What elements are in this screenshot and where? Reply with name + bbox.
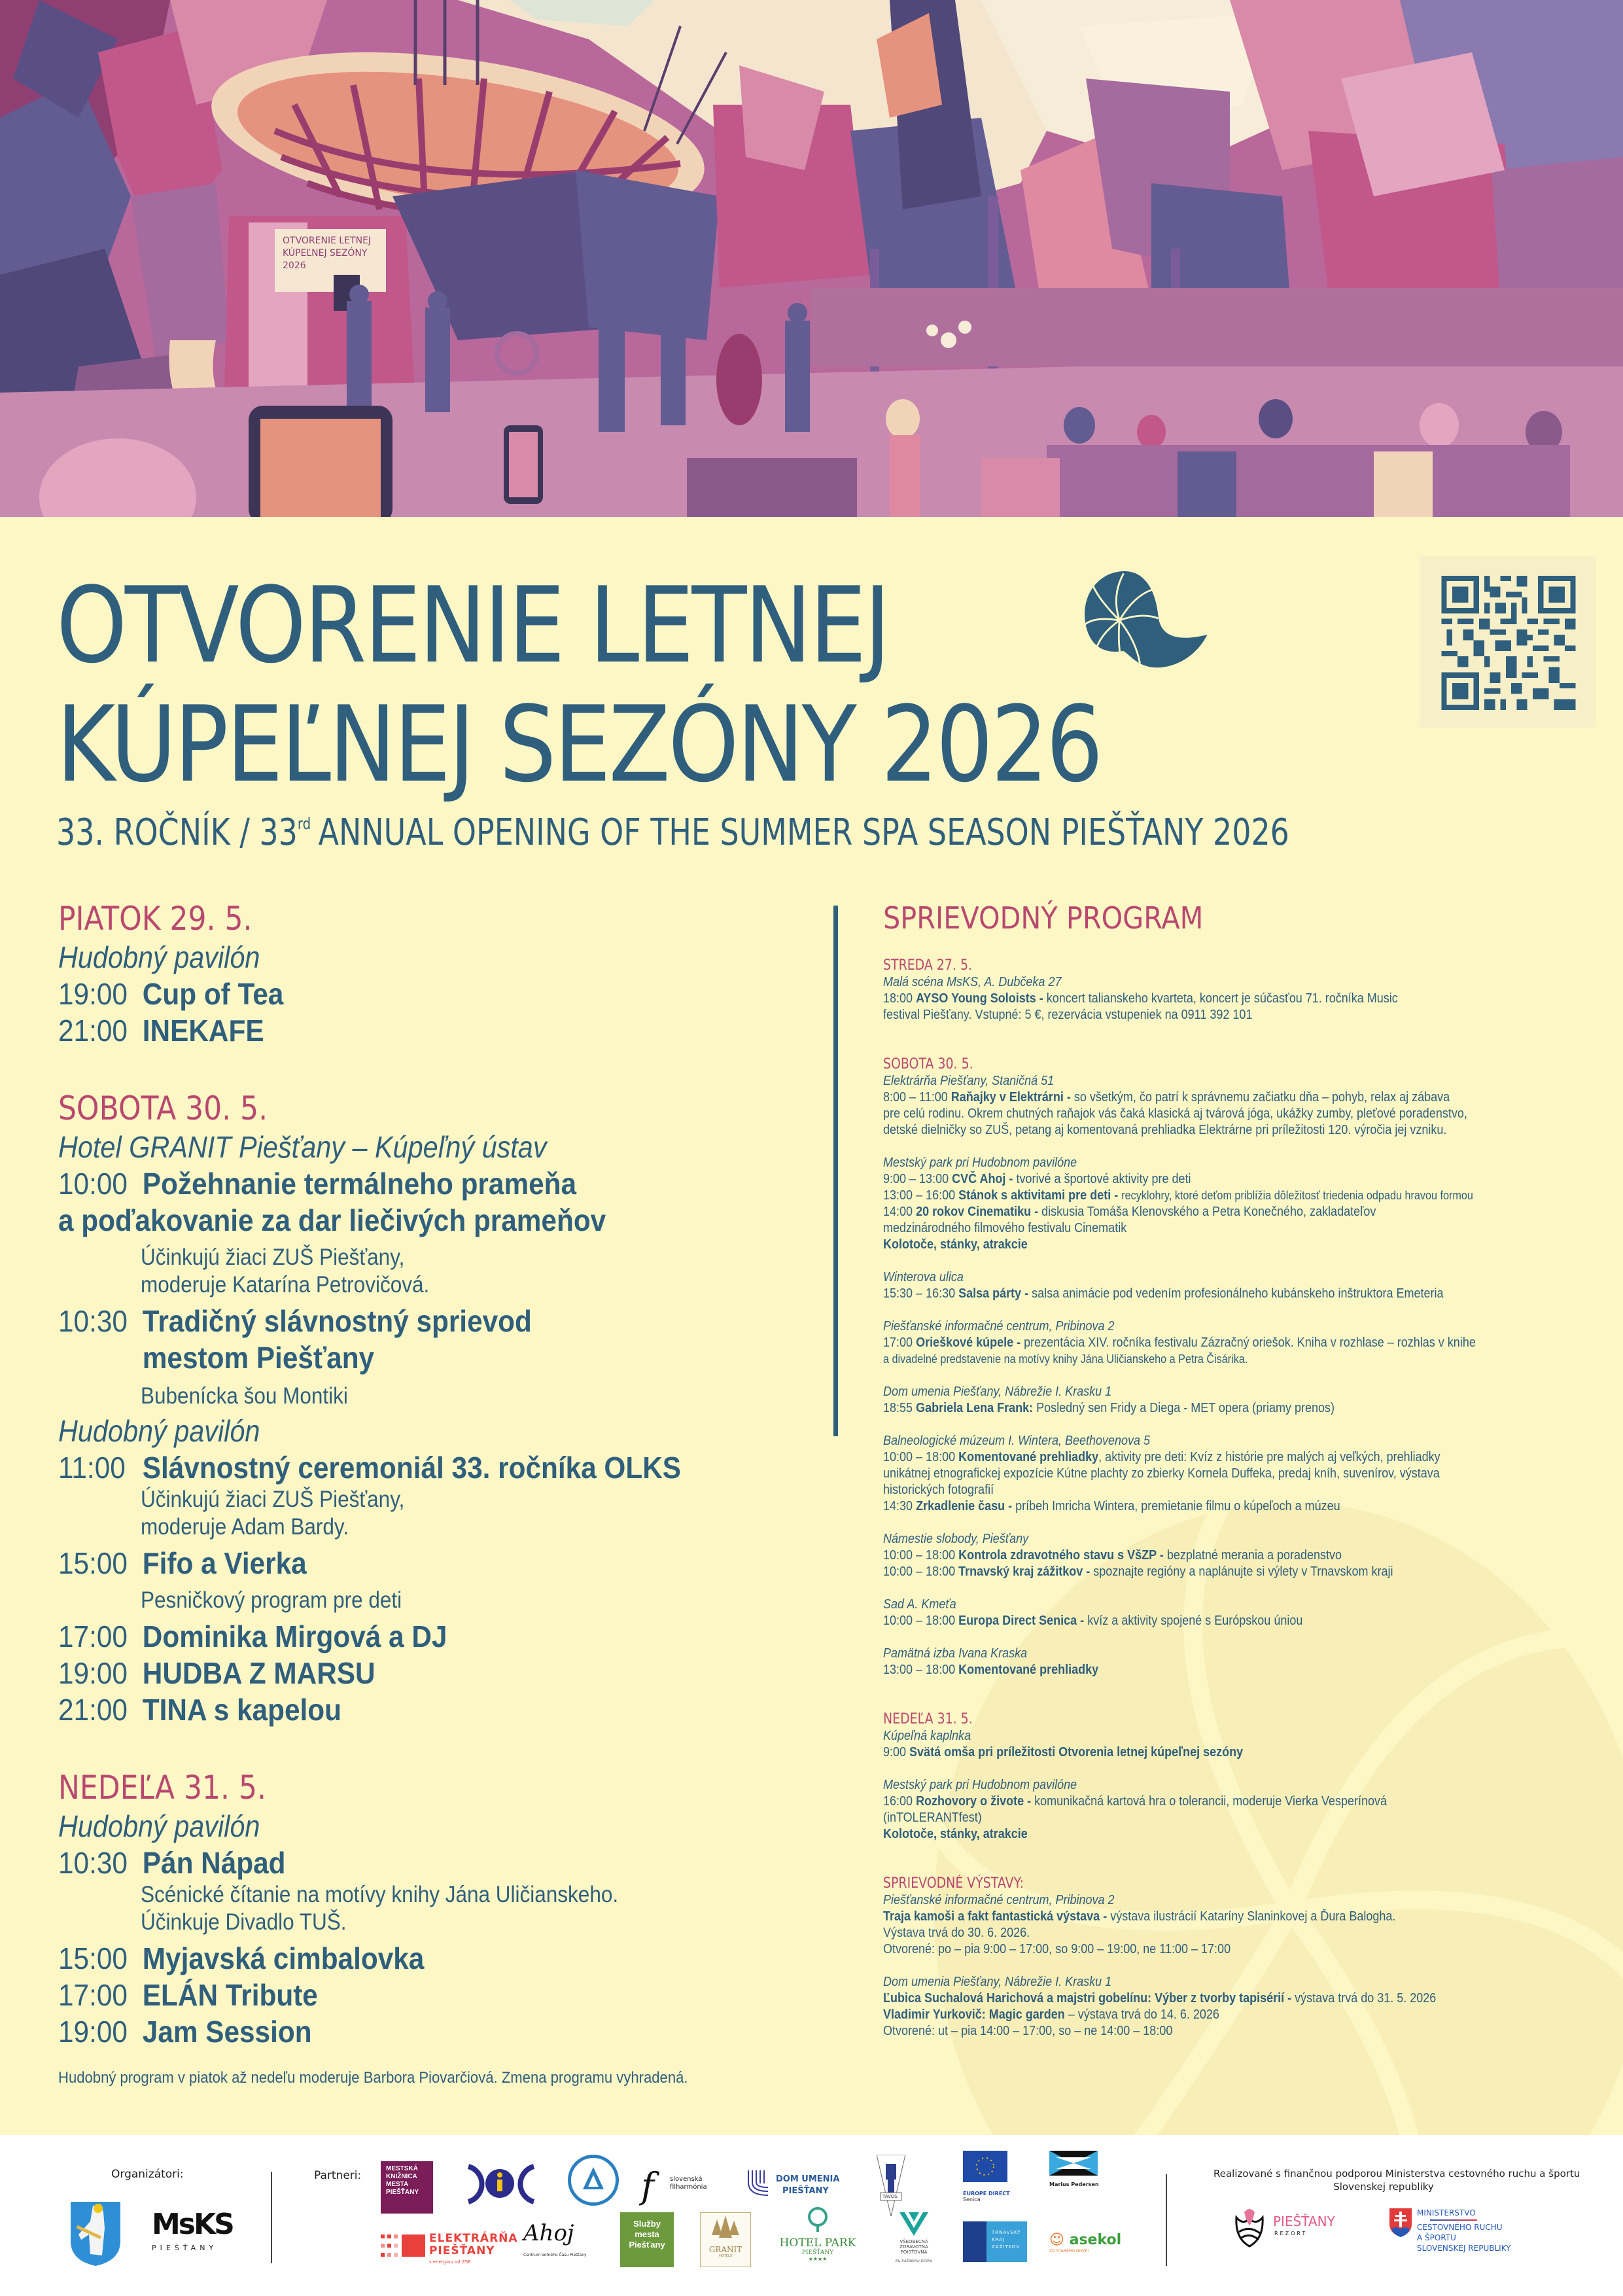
- filharmonia-logo[interactable]: [641, 2165, 713, 2207]
- event-time: 10:00: [58, 1167, 128, 1201]
- event-name-cont: mestom Piešťany: [142, 1341, 375, 1375]
- event-note: Účinkujú žiaci ZUŠ Piešťany,: [141, 1487, 405, 1512]
- logo-text: POISŤOVŇA: [900, 2250, 928, 2255]
- side-event-desc: so všetkým, čo patrí k správnemu začiatku dňa – pohyb, relax aj zábava: [1073, 1090, 1450, 1104]
- tavos-tower-icon: [877, 2155, 905, 2216]
- logo-text: REZORT: [1274, 2231, 1308, 2236]
- side-event-desc: Posledný sen Fridy a Diega - MET opera (priamy prenos): [1036, 1401, 1335, 1415]
- logo-text: PIEŠŤANY: [386, 2189, 419, 2196]
- side-event-time: 10:00 – 18:00: [883, 1614, 956, 1628]
- exhibition: [883, 1990, 1593, 2007]
- side-event-time: 9:00 – 13:00: [883, 1172, 949, 1186]
- granit-trees-icon: [709, 2216, 742, 2242]
- side-event-name: Salsa párty -: [958, 1286, 1029, 1301]
- subtitle-pre: 33. ROČNÍK / 33: [56, 811, 298, 854]
- msks-logo-text: MsKS: [152, 2208, 233, 2241]
- event-time: 11:00: [58, 1451, 126, 1485]
- logo-text: CESTOVNÉHO RUCHU: [1417, 2223, 1503, 2232]
- event-row: [58, 1977, 750, 2013]
- exhibition-name: Ľubica Suchalová Harichová a majstri gobelínu: Výber z tvorby tapisérií -: [883, 1991, 1292, 2005]
- logo-text: HOTELS: [719, 2254, 732, 2258]
- side-venue: Piešťanské informačné centrum, Pribinova 2: [883, 1893, 1115, 1907]
- event-row: [58, 1303, 750, 1339]
- side-event: [883, 1662, 1593, 1678]
- filharmonia-f-icon: f: [641, 2165, 654, 2206]
- exhibition-desc: výstava trvá do 31. 5. 2026: [1295, 1991, 1437, 2005]
- side-event-name: CVČ Ahoj -: [952, 1172, 1013, 1186]
- logo-text: ZDRAVOTNÁ: [899, 2244, 928, 2250]
- exhibition-desc: výstava ilustrácií Kataríny Slaninkovej a Ďura Balogha.: [1110, 1909, 1396, 1924]
- side-venue: Mestský park pri Hudobnom pavilóne: [883, 1156, 1077, 1170]
- piestany-rezort-logo[interactable]: [1232, 2206, 1344, 2252]
- side-event-name: Trnavský kraj zážitkov -: [958, 1564, 1091, 1579]
- venue: Hudobný pavilón: [58, 940, 260, 974]
- event-row: [58, 976, 750, 1012]
- logo-text: PIEŠŤANY: [1273, 2214, 1335, 2229]
- logo-text: PIEŠŤANY: [782, 2186, 829, 2196]
- event-time: 10:30: [58, 1304, 128, 1338]
- logo-text: SLOVENSKEJ REPUBLIKY: [1417, 2244, 1511, 2253]
- side-venue: Piešťanské informačné centrum, Pribinova 2: [883, 1319, 1115, 1333]
- side-event-cont: medzinárodného filmového festivalu Cinematik: [883, 1221, 1127, 1235]
- side-event-time: 9:00: [883, 1745, 907, 1759]
- side-event-time: 18:55: [883, 1401, 913, 1415]
- sluzby-mesta-logo[interactable]: [620, 2212, 674, 2267]
- side-event-desc: komunikačná kartová hra o tolerancii, moderuje Vierka Vesperínová: [1034, 1794, 1387, 1809]
- hotel-park-tree-icon: [807, 2207, 829, 2233]
- side-venue: Sad A. Kmeťa: [883, 1597, 956, 1612]
- logo-text: Piešťany: [629, 2240, 665, 2250]
- side-venue: Elektrárňa Piešťany, Staničná 51: [883, 1074, 1055, 1088]
- subtitle-ordinal: rd: [297, 815, 311, 833]
- column-divider: [833, 906, 838, 1436]
- logo-text: PIEŠŤANY: [801, 2250, 834, 2256]
- side-venue: Pamätná izba Ivana Kraska: [883, 1646, 1028, 1661]
- side-day-heading: NEDEĽA 31. 5.: [883, 1711, 973, 1727]
- eu-flag-icon: [963, 2151, 1007, 2182]
- side-event: [883, 1498, 1593, 1515]
- exhibition: [883, 1909, 1593, 1925]
- asekol-logo[interactable]: [1049, 2232, 1122, 2265]
- side-event: [883, 1547, 1593, 1564]
- sign-line-3: 2026: [283, 260, 306, 271]
- footer-divider: [271, 2172, 272, 2263]
- support-text-line-2: Slovenskej republiky: [1333, 2181, 1434, 2193]
- side-event: [883, 1449, 1593, 1466]
- marius-pedersen-logo[interactable]: [1049, 2151, 1108, 2190]
- side-venue: Mestský park pri Hudobnom pavilóne: [883, 1778, 1077, 1792]
- event-name: Myjavská cimbalovka: [142, 1941, 425, 1975]
- partners-label: Partneri:: [314, 2169, 362, 2182]
- side-event: [883, 1793, 1593, 1810]
- msks-logo-sub: PIEŠŤANY: [152, 2244, 218, 2252]
- logo-text: ELEKTRÁRŇA: [429, 2232, 518, 2245]
- side-event-desc: spoznajte regióny a naplánujte si výlety v Trnavskom kraji: [1093, 1564, 1393, 1579]
- side-event-cont: detské dielničky so ZUŠ, petang aj komentovaná prehliadka Elektrárne pri príležitosti 120. výročia jej vzniku.: [883, 1123, 1447, 1137]
- vszp-v-icon: [899, 2212, 928, 2236]
- logo-text: EUROPE DIRECT: [963, 2191, 1010, 2197]
- page-title: [56, 566, 1101, 804]
- logo-text: MESTA: [386, 2181, 409, 2188]
- side-event-name: Kolotoče, stánky, atrakcie: [883, 1827, 1028, 1841]
- logo-text: mesta: [635, 2229, 659, 2239]
- trnavsky-kraj-icon: [963, 2221, 986, 2262]
- vszp-logo[interactable]: [884, 2212, 943, 2284]
- main-program: [58, 898, 811, 2088]
- side-event-desc: salsa animácie pod vedením profesionálneho kubánskeho inštruktora Emeteria: [1032, 1286, 1444, 1301]
- side-event-desc: príbeh Imricha Wintera, premietanie filmu o kúpeľoch a múzeu: [1015, 1499, 1340, 1513]
- side-event-name: Svätá omša pri príležitosti Otvorenia letnej kúpeľnej sezóny: [909, 1745, 1244, 1759]
- side-event-desc: diskusia Tomáša Klenovského a Petra Konečného, zakladateľov: [1041, 1205, 1376, 1219]
- museum-mountain-icon: [571, 2158, 616, 2202]
- side-event-desc: koncert talianskeho kvarteta, koncert je súčasťou 71. ročníka Music: [1046, 991, 1398, 1006]
- day-heading: SOBOTA 30. 5.: [58, 1089, 268, 1127]
- side-event-name: Gabriela Lena Frank:: [916, 1401, 1034, 1415]
- event-note: moderuje Katarína Petrovičová.: [141, 1272, 430, 1298]
- logo-text: Senica: [963, 2197, 981, 2202]
- hero-artwork: [0, 0, 1623, 517]
- day-heading: PIATOK 29. 5.: [58, 900, 253, 938]
- exhibition-name: Vladimir Yurkovič: Magic garden: [883, 2007, 1065, 2022]
- side-event-time: 10:00 – 18:00: [883, 1564, 956, 1579]
- shell-icon: [1073, 567, 1223, 669]
- side-venue: Winterova ulica: [883, 1270, 964, 1284]
- side-event: [883, 1744, 1593, 1761]
- side-event: [883, 1204, 1593, 1220]
- europe-direct-logo[interactable]: [963, 2151, 1013, 2216]
- exhibition: [883, 2007, 1593, 2023]
- event-name: HUDBA Z MARSU: [142, 1656, 375, 1690]
- event-time: 15:00: [58, 1546, 128, 1580]
- side-event-name: Zrkadlenie času -: [916, 1499, 1013, 1513]
- title-line-2: KÚPEĽNEJ SEZÓNY 2026: [56, 683, 1101, 805]
- side-event-cont: (inTOLERANTfest): [883, 1810, 982, 1825]
- msks-logo[interactable]: [152, 2208, 233, 2252]
- dom-umenia-icon: [746, 2169, 769, 2199]
- asekol-face-icon: ☺: [1049, 2232, 1064, 2248]
- event-row: [58, 1449, 750, 1486]
- logo-text: filharmónia: [670, 2183, 707, 2191]
- side-event: [883, 1188, 1593, 1204]
- event-name: Fifo a Vierka: [142, 1546, 307, 1580]
- side-venue: Malá scéna MsKS, A. Dubčeka 27: [883, 975, 1062, 989]
- logo-text: MINISTERSTVO: [1417, 2208, 1476, 2217]
- ministry-logo[interactable]: [1389, 2208, 1533, 2274]
- event-row: [58, 2013, 750, 2050]
- side-event: [883, 1564, 1593, 1580]
- event-name: Slávnostný ceremoniál 33. ročníka OLKS: [142, 1451, 681, 1485]
- side-day-heading: SOBOTA 30. 5.: [883, 1056, 973, 1072]
- side-event: [883, 1613, 1593, 1629]
- logo-text: TRNAVSKÝ: [992, 2230, 1021, 2235]
- logo-text: A ŠPORTU: [1417, 2233, 1456, 2242]
- side-event: [883, 1335, 1593, 1351]
- logo-text: MESTSKÁ: [386, 2165, 418, 2172]
- logo-text: Ahoj: [523, 2220, 574, 2246]
- balneologicke-muzeum-logo[interactable]: [568, 2155, 619, 2206]
- side-event-name: Stánok s aktivitami pre deti -: [958, 1188, 1119, 1203]
- logo-text: PIEŠŤANY: [429, 2244, 495, 2257]
- granit-logo[interactable]: [700, 2212, 751, 2267]
- kniznica-logo[interactable]: [381, 2161, 433, 2214]
- side-event-cont: a divadelné predstavenie na motívy knihy Jána Uličianskeho a Petra Čisárika.: [883, 1352, 1248, 1366]
- subtitle-post: ANNUAL OPENING OF THE SUMMER SPA SEASON PIEŠŤANY 2026: [318, 811, 1289, 854]
- side-event-extra: [883, 1237, 1593, 1253]
- logo-text: ZÁŽITKOV: [992, 2244, 1021, 2250]
- logo-text: KNIŽNICA: [386, 2173, 417, 2180]
- slovak-coat-of-arms-icon: [1389, 2208, 1412, 2237]
- logo-text: slovenská: [670, 2176, 703, 2183]
- tavos-logo[interactable]: [877, 2155, 905, 2216]
- hotel-park-logo[interactable]: [772, 2207, 864, 2272]
- event-note: Účinkujú žiaci ZUŠ Piešťany,: [141, 1245, 405, 1270]
- sign-line-2: KÚPEĽNEJ SEZÓNY: [283, 248, 368, 258]
- event-row: [58, 1545, 750, 1581]
- piestany-coat-of-arms-icon[interactable]: [71, 2202, 120, 2266]
- side-event-desc: bezplatné merania a poradenstvo: [1166, 1548, 1342, 1563]
- side-event-time: 17:00: [883, 1335, 913, 1350]
- event-time: 19:00: [58, 2015, 128, 2049]
- event-name: TINA s kapelou: [142, 1693, 341, 1727]
- side-event-cont: historických fotografií: [883, 1483, 994, 1497]
- side-event-time: 16:00: [883, 1794, 913, 1809]
- cvc-ahoj-logo[interactable]: [523, 2220, 587, 2272]
- subtitle: [56, 811, 1289, 854]
- side-program-title: SPRIEVODNÝ PROGRAM: [883, 900, 1204, 936]
- event-time: 10:30: [58, 1846, 128, 1880]
- side-event-name: Rozhovory o živote -: [916, 1794, 1032, 1809]
- qr-code-icon[interactable]: [1440, 576, 1577, 710]
- venue: Hudobný pavilón: [58, 1414, 260, 1448]
- side-event-desc: tvorivé a športové aktivity pre deti: [1016, 1172, 1191, 1186]
- hero-illustration: [0, 0, 1623, 517]
- side-event-cont: pre celú rodinu. Okrem chutných raňajok vás čaká klasická aj tvárová jóga, ukážky zumby, pleťové poradenstvo,: [883, 1106, 1467, 1121]
- side-venue: Kúpeľná kaplnka: [883, 1729, 971, 1743]
- footer-divider: [1166, 2174, 1167, 2266]
- logo-text: DOM UMENIA: [776, 2174, 840, 2184]
- dom-umenia-logo[interactable]: [746, 2169, 850, 2208]
- side-event-time: 18:00: [883, 991, 913, 1006]
- event-note: Bubenícka šou Montiki: [141, 1383, 348, 1409]
- side-event-desc: kvíz a aktivity spojené s Európskou úniou: [1087, 1614, 1303, 1628]
- sign-line-1: OTVORENIE LETNEJ: [283, 236, 372, 246]
- event-time: 21:00: [58, 1014, 128, 1048]
- exhibition-dates: Výstava trvá do 30. 6. 2026.: [883, 1926, 1030, 1940]
- event-time: 17:00: [58, 1978, 128, 2012]
- side-event-time: 15:30 – 16:30: [883, 1286, 956, 1301]
- side-event-name: Kontrola zdravotného stavu s VšZP -: [958, 1548, 1164, 1563]
- side-event: [883, 1171, 1593, 1188]
- event-note: Účinkuje Divadlo TUŠ.: [141, 1909, 347, 1935]
- event-name: Dominika Mirgová a DJ: [142, 1619, 447, 1653]
- title-line-1: OTVORENIE LETNEJ: [56, 564, 889, 686]
- event-name: Cup of Tea: [142, 977, 284, 1011]
- side-venue: Dom umenia Piešťany, Nábrežie I. Krasku 1: [883, 1975, 1112, 1989]
- elektraren-grid-icon: [381, 2232, 427, 2261]
- side-event: [883, 1400, 1593, 1417]
- side-event-time: 14:00: [883, 1205, 913, 1219]
- side-event-time: 13:00 – 18:00: [883, 1663, 956, 1677]
- side-venue: Dom umenia Piešťany, Nábrežie I. Krasku 1: [883, 1385, 1112, 1399]
- event-time: 21:00: [58, 1693, 128, 1727]
- event-time: 19:00: [58, 1656, 128, 1690]
- event-name: Pán Nápad: [142, 1846, 286, 1880]
- event-time: 19:00: [58, 977, 128, 1011]
- side-event-name: Kolotoče, stánky, atrakcie: [883, 1237, 1028, 1252]
- side-event-name: Komentované prehliadky: [958, 1663, 1099, 1677]
- pic-logo[interactable]: [466, 2161, 538, 2210]
- tulip-icon: [1232, 2206, 1266, 2248]
- exhibition-hours: Otvorené: po – pia 9:00 – 17:00, so 9:00 – 19:00, ne 11:00 – 17:00: [883, 1942, 1231, 1956]
- logo-text: TAVOS: [882, 2194, 898, 2199]
- logo-text: GRANIT: [708, 2245, 742, 2254]
- logo-text: VŠEOBECNÁ: [899, 2239, 928, 2244]
- event-note: Pesničkový program pre deti: [141, 1587, 402, 1613]
- side-event-extra: [883, 1826, 1593, 1843]
- side-event-name: Raňajky v Elektrárni -: [951, 1090, 1071, 1104]
- event-name: Požehnanie termálneho prameňa: [142, 1167, 577, 1201]
- trnavsky-kraj-logo[interactable]: [963, 2221, 1027, 2262]
- event-row: [58, 1940, 750, 1977]
- organizers-label: Organizátori:: [111, 2168, 184, 2181]
- side-event-cont: festival Piešťany. Vstupné: 5 €, rezervácia vstupeniek na 0911 392 101: [883, 1008, 1253, 1022]
- exhibition-name: Traja kamoši a fakt fantastická výstava -: [883, 1909, 1108, 1924]
- venue: Hotel GRANIT Piešťany – Kúpeľný ústav: [58, 1130, 547, 1164]
- logo-text: ★★★★: [808, 2256, 828, 2262]
- program-footnote: Hudobný program v piatok až nedeľu moderuje Barbora Piovarčiová. Zmena programu vyhradená.: [58, 2069, 688, 2087]
- side-event-name: Europa Direct Senica -: [958, 1614, 1085, 1628]
- day-heading: NEDEĽA 31. 5.: [58, 1769, 266, 1807]
- side-event: [883, 1286, 1593, 1302]
- event-row: [58, 1655, 750, 1691]
- side-event-name: 20 rokov Cinematiku -: [916, 1205, 1039, 1219]
- exhibition-desc: – výstava trvá do 14. 6. 2026: [1068, 2007, 1219, 2022]
- event-time: 15:00: [58, 1941, 128, 1975]
- side-event: [883, 991, 1593, 1007]
- event-name-cont: a poďakovanie za dar liečivých prameňov: [58, 1203, 606, 1237]
- side-venue: Námestie slobody, Piešťany: [883, 1532, 1029, 1546]
- venue: Hudobný pavilón: [58, 1809, 260, 1843]
- logo-text: Ku každému blízko: [895, 2259, 933, 2263]
- side-event-name: Komentované prehliadky: [958, 1450, 1099, 1464]
- side-event-time: 10:00 – 18:00: [883, 1548, 956, 1563]
- event-row: [58, 1012, 750, 1049]
- exhibition-hours: Otvorené: ut – pia 14:00 – 17:00, so – ne 14:00 – 18:00: [883, 2024, 1173, 2038]
- logo-text: KRAJ: [992, 2237, 1005, 2242]
- side-event-time: 10:00 – 18:00: [883, 1450, 956, 1464]
- event-time: 17:00: [58, 1619, 128, 1653]
- event-name: Jam Session: [142, 2015, 312, 2049]
- marius-pedersen-icon: [1049, 2151, 1098, 2176]
- event-row: [58, 1165, 750, 1202]
- side-venue: Balneologické múzeum I. Wintera, Beethovenova 5: [883, 1434, 1151, 1448]
- side-event-time: 13:00 – 16:00: [883, 1188, 956, 1203]
- side-event-desc: recyklohry, ktoré deťom priblížia dôležitosť triedenia odpadu hravou formou: [1121, 1189, 1473, 1202]
- event-row: [58, 1845, 750, 1881]
- footer: [0, 2135, 1623, 2296]
- side-event-time: 14:30: [883, 1499, 913, 1513]
- side-event: [883, 1089, 1593, 1106]
- event-row: [58, 1691, 750, 1728]
- side-program: [883, 898, 1596, 2040]
- elektraren-logo[interactable]: [381, 2232, 518, 2271]
- logo-text: Centrum Voľného Času Piešťany: [523, 2253, 587, 2257]
- logo-text: Marius Pedersen: [1049, 2181, 1099, 2187]
- logo-text: s energiou od ZSE: [429, 2259, 471, 2265]
- side-day-heading: STREDA 27. 5.: [883, 957, 973, 974]
- side-event-name: Orieškové kúpele -: [916, 1335, 1021, 1350]
- event-note: Scénické čítanie na motívy knihy Jána Uličianskeho.: [141, 1882, 619, 1907]
- event-row: [58, 1618, 750, 1655]
- event-name: ELÁN Tribute: [142, 1978, 318, 2012]
- side-event-name: AYSO Young Soloists -: [916, 991, 1043, 1006]
- logo-text: Služby: [633, 2219, 661, 2229]
- logo-text: asekol: [1069, 2232, 1122, 2248]
- side-event-cont: unikátnej etnografickej expozície Kútne plachty zo zbierky Kornela Duffeka, predaj kníh, suvenírov, výstava: [883, 1466, 1440, 1481]
- support-text-line-1: Realizované s finančnou podporou Ministerstva cestovného ruchu a športu: [1213, 2168, 1580, 2180]
- side-event-desc: prezentácia XIV. ročníka festivalu Zázračný oriešok. Kniha v rozhlase – rozhlas v knihe: [1024, 1335, 1476, 1350]
- exhibitions-heading: SPRIEVODNÉ VÝSTAVY:: [883, 1875, 1024, 1892]
- event-name: Tradičný slávnostný sprievod: [142, 1304, 532, 1338]
- program-area: [0, 517, 1623, 2135]
- logo-text: ZO STARÉHO NOVÉ!: [1049, 2249, 1089, 2253]
- pic-info-icon: [466, 2161, 538, 2210]
- side-event-time: 8:00 – 11:00: [883, 1090, 948, 1104]
- event-note: moderuje Adam Bardy.: [141, 1514, 349, 1540]
- event-name: INEKAFE: [142, 1014, 264, 1048]
- qr-code-box[interactable]: [1420, 556, 1596, 728]
- logo-text: HOTEL PARK: [779, 2236, 856, 2250]
- side-event-desc: , aktivity pre deti: Kvíz z histórie pre malých aj veľkých, prehliadky: [1098, 1450, 1440, 1464]
